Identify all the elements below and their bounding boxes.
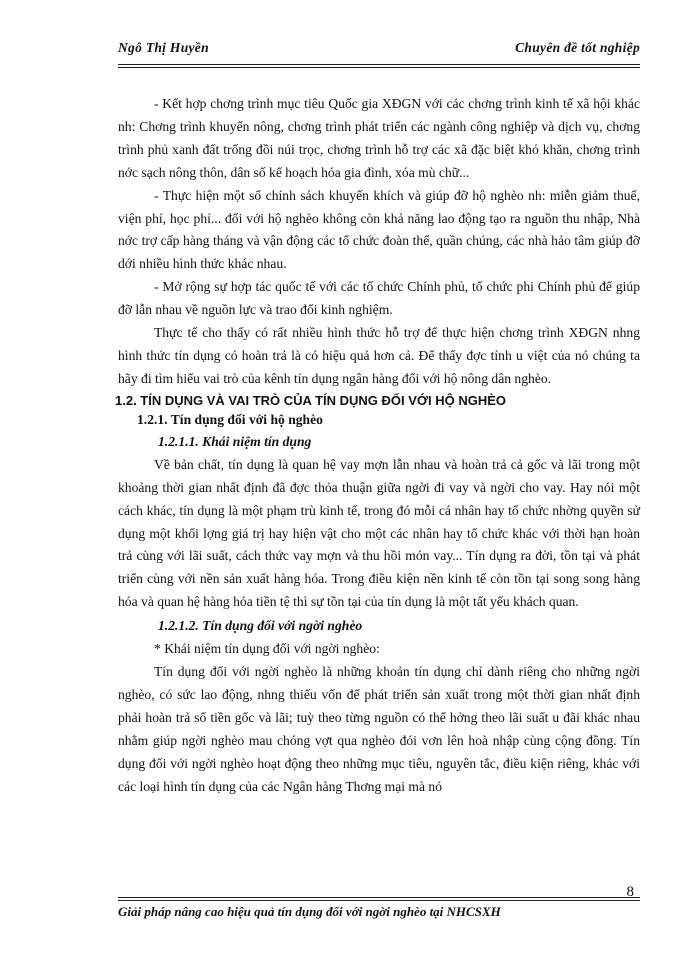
header-double-rule: [118, 67, 640, 68]
heading-1-2-1-2: 1.2.1.2. Tín dụng đối với ngời nghèo: [158, 618, 363, 634]
heading-1-2: 1.2. TÍN DỤNG VÀ VAI TRÒ CỦA TÍN DỤNG ĐỐI VỚI HỘ NGHÈO: [115, 392, 507, 408]
page-header: [118, 38, 640, 65]
header-author: Ngô Thị Huyền: [118, 40, 209, 55]
footer-double-rule: [118, 900, 640, 901]
page-number: 8: [626, 884, 634, 900]
header-doc-type: Chuyên đề tốt nghiệp: [515, 40, 640, 55]
body-text: [115, 93, 640, 798]
heading-1-2-1: 1.2.1. Tín dụng đối với hộ nghèo: [137, 411, 323, 427]
paragraph-credit-efficiency: Thực tế cho thấy có rất nhiều hình thức hỗ trợ để thực hiện chơng trình XĐGN nhng hình thức tín dụng có hoàn trả là có hiệu quả hơn cả. Để thấy đợc tính u việt của nó chúng ta hãy đi tìm hiểu vai trò của kênh tín dụng ngân hàng đối với hộ nông dân nghèo.: [118, 325, 640, 386]
footer-title: Giải pháp nâng cao hiệu quả tín dụng đối với ngời nghèo tại NHCSXH: [118, 904, 501, 919]
paragraph-credit-concept: Về bản chất, tín dụng là quan hệ vay mợn lẫn nhau và hoàn trả cả gốc và lãi trong một khoảng thời gian nhất định đã đợc thỏa thuận giữa ngời đi vay và ngời cho vay. Hay nói một cách khác, tín dụng là một phạm trù kinh tế, trong đó mỗi cá nhân hay tổ chức nhờng quyền sử dụng một khối lợng giá trị hay hiện vật cho một các nhân hay tổ chức khác với thời hạn hoàn trả cùng với lãi suất, cách thức vay mợn và thu hồi món vay... Tín dụng ra đời, tồn tại và phát triển cùng với nền sản xuất hàng hóa. Trong điều kiện nền kinh tế còn tồn tại song song hàng hóa và quan hệ hàng hóa tiền tệ thì sự tồn tại của tín dụng là một tất yếu khách quan.: [118, 456, 640, 610]
bullet-concept-poor-credit: * Khái niệm tín dụng đối với ngời nghèo:: [154, 641, 380, 657]
paragraph-international-cooperation: - Mở rộng sự hợp tác quốc tế với các tổ chức Chính phủ, tổ chức phi Chính phủ để giúp đỡ lẫn nhau về nguồn lực và trao đổi kinh nghiệm.: [118, 279, 640, 318]
heading-1-2-1-1: 1.2.1.1. Khái niệm tín dụng: [158, 433, 312, 449]
paragraph-incentive-policies: - Thực hiện một số chính sách khuyến khích và giúp đỡ hộ nghèo nh: miễn giảm thuế, viện phí, học phí... đối với hộ nghèo không còn khả năng lao động tạo ra nguồn thu nhập, Nhà nớc trợ cấp hàng tháng và vận động các tổ chức đoàn thể, quần chúng, các nhà hảo tâm giúp đỡ dới nhiều hình thức khác nhau.: [118, 187, 640, 272]
page-footer: [118, 884, 640, 928]
paragraph-program-integration: - Kết hợp chơng trình mục tiêu Quốc gia XĐGN với các chơng trình kinh tế xã hội khác nh: Chơng trình khuyến nông, chơng trình phát triển các ngành công nghiệp và dịch vụ, chơng trình phủ xanh đất trống đồi núi trọc, chơng trình hỗ trợ các xã đặc biệt khó khăn, chơng trình nớc sạch nông thôn, dân số kế hoạch hóa gia đình, xóa mù chữ...: [118, 96, 640, 180]
paragraph-poor-credit: Tín dụng đối với ngời nghèo là những khoản tín dụng chỉ dành riêng cho những ngời nghèo, có sức lao động, nhng thiếu vốn để phát triển sản xuất trong một thời gian nhất định phải hoàn trả số tiền gốc và lãi; tuỳ theo từng nguồn có thể hởng theo lãi suất u đãi khác nhau nhằm giúp ngời nghèo mau chóng vợt qua nghèo đói vơn lên hoà nhập cùng cộng đồng. Tín dụng đối với ngời nghèo hoạt động theo những mục tiêu, nguyên tắc, điều kiện riêng, khác với các loại hình tín dụng của các Ngân hàng Thơng mại mà nó: [118, 664, 640, 794]
